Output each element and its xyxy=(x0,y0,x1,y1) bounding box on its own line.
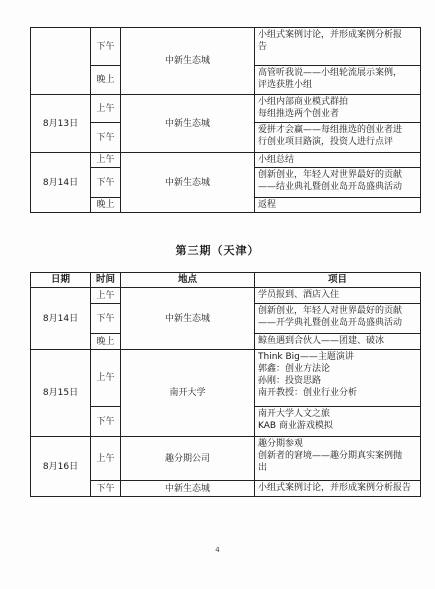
place-cell: 南开大学 xyxy=(121,350,255,437)
item-cell: 小组式案例讨论，并形成案例分析报 告 xyxy=(255,28,421,66)
place-cell: 中新生态城 xyxy=(121,288,255,350)
time-cell: 晚上 xyxy=(91,66,121,95)
time-cell: 下午 xyxy=(91,407,121,437)
place-cell: 中新生态城 xyxy=(121,28,255,95)
time-cell: 上午 xyxy=(91,95,121,123)
item-cell: 创新创业，年轻人对世界最好的贡献 ——结业典礼暨创业岛开岛盛典活动 xyxy=(255,168,421,198)
time-cell: 晚上 xyxy=(91,334,121,350)
time-cell: 下午 xyxy=(91,168,121,198)
item-cell: 鲸鱼遇到合伙人——团建、破冰 xyxy=(255,334,421,350)
table-row xyxy=(31,153,421,168)
item-cell: 小组式案例讨论，并形成案例分析报告 xyxy=(255,481,421,497)
item-cell: 南开大学人文之旅 KAB 商业游戏模拟 xyxy=(255,407,421,437)
schedule-table-period-2 xyxy=(30,27,421,213)
time-cell: 上午 xyxy=(91,437,121,481)
time-cell: 上午 xyxy=(91,153,121,168)
time-cell: 下午 xyxy=(91,304,121,334)
item-cell: 创新创业，年轻人对世界最好的贡献 ——开学典礼暨创业岛开岛盛典活动 xyxy=(255,304,421,334)
date-cell: 8月14日 xyxy=(31,153,91,213)
date-cell: 8月16日 xyxy=(31,437,91,497)
header-items: 项目 xyxy=(255,273,421,288)
table-header-row xyxy=(31,273,421,288)
item-cell: 返程 xyxy=(255,198,421,213)
table-row xyxy=(31,288,421,304)
page-number: 4 xyxy=(215,546,220,554)
header-place: 地点 xyxy=(121,273,255,288)
time-cell: 上午 xyxy=(91,288,121,304)
time-cell: 上午 xyxy=(91,350,121,407)
table-row xyxy=(31,28,421,66)
time-cell: 晚上 xyxy=(91,198,121,213)
item-cell: 爱拼才会赢——每组推选的创业者进 行创业项目路演，投资人进行点评 xyxy=(255,123,421,153)
section-heading: 第三期（天津） xyxy=(175,244,260,257)
time-cell: 下午 xyxy=(91,481,121,497)
time-cell: 下午 xyxy=(91,28,121,66)
item-cell: 趣分期参观 创新者的窘境——趣分期真实案例抛 出 xyxy=(255,437,421,481)
item-cell: 小组总结 xyxy=(255,153,421,168)
date-cell: 8月15日 xyxy=(31,350,91,437)
table-row xyxy=(31,437,421,481)
item-cell: 学员报到、酒店入住 xyxy=(255,288,421,304)
place-cell: 趣分期公司 xyxy=(121,437,255,481)
date-cell: 8月13日 xyxy=(31,95,91,153)
table-row xyxy=(31,95,421,123)
header-time: 时间 xyxy=(91,273,121,288)
header-date: 日期 xyxy=(31,273,91,288)
place-cell: 中新生态城 xyxy=(121,481,255,497)
item-cell: 小组内部商业模式群拍 每组推选两个创业者 xyxy=(255,95,421,123)
item-cell: Think Big——主题演讲 郭鑫：创业方法论 孙刚：投资思路 南开教授：创业行业分析 xyxy=(255,350,421,407)
time-cell: 下午 xyxy=(91,123,121,153)
place-cell: 中新生态城 xyxy=(121,153,255,213)
table-row xyxy=(31,350,421,407)
place-cell: 中新生态城 xyxy=(121,95,255,153)
schedule-table-period-3 xyxy=(30,272,421,497)
date-cell xyxy=(31,28,91,95)
date-cell: 8月14日 xyxy=(31,288,91,350)
item-cell: 高管听我说——小组轮流展示案例， 评选获胜小组 xyxy=(255,66,421,95)
